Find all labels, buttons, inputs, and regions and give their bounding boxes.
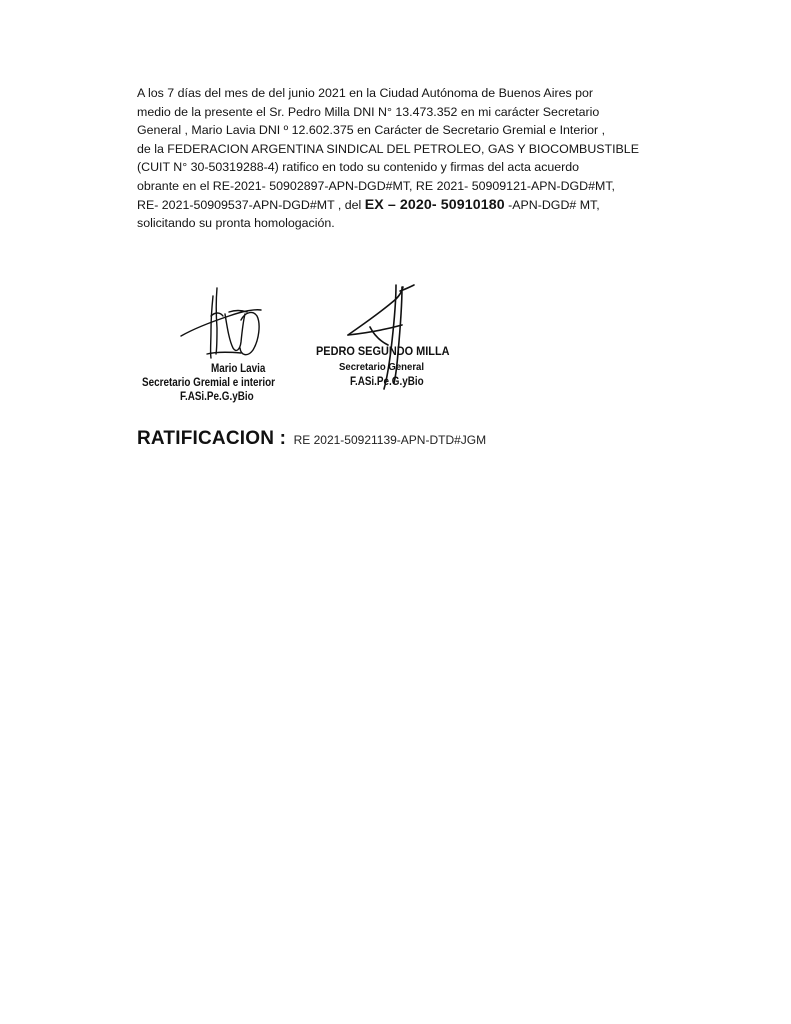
handwritten-signature-mario (137, 282, 317, 367)
ratification-paragraph (137, 84, 657, 233)
signer-name: PEDRO SEGUNDO MILLA (316, 346, 450, 358)
paragraph-line: (CUIT N° 30-50319288-4) ratifico en todo su contenido y firmas del acta acuerdo (137, 160, 580, 175)
signer-organization: F.ASi.Pe.G.yBio (180, 391, 254, 403)
expediente-number: EX – 2020- 50910180 (364, 196, 505, 213)
paragraph-text: -APN-DGD# MT, (504, 197, 600, 212)
signer-title: Secretario Gremial e interior (142, 377, 276, 389)
ratificacion-reference: RE 2021-50921139-APN-DTD#JGM (293, 433, 487, 447)
signature-block-mario (137, 282, 317, 412)
paragraph-line: solicitando su pronta homologación. (137, 216, 335, 231)
paragraph-line: medio de la presente el Sr. Pedro Milla DNI N° 13.473.352 en mi carácter Secretario (137, 104, 600, 119)
signer-name: Mario Lavia (211, 363, 266, 375)
paragraph-line: General , Mario Lavia DNI º 12.602.375 en Carácter de Secretario Gremial e Interior , (137, 123, 606, 138)
paragraph-line: A los 7 días del mes de del junio 2021 en la Ciudad Autónoma de Buenos Aires por (137, 86, 594, 100)
signer-title: Secretario General (339, 362, 425, 373)
paragraph-line (137, 196, 657, 215)
signature-block-pedro (310, 283, 480, 403)
paragraph-line: obrante en el RE-2021- 50902897-APN-DGD#MT, RE 2021- 50909121-APN-DGD#MT, (137, 178, 615, 193)
ratificacion-line (137, 428, 486, 450)
signer-organization: F.ASi.Pe.G.yBio (350, 376, 424, 388)
paragraph-line: de la FEDERACION ARGENTINA SINDICAL DEL PETROLEO, GAS Y BIOCOMBUSTIBLE (137, 141, 639, 156)
ratificacion-label: RATIFICACION : (137, 428, 287, 449)
paragraph-text: RE- 2021-50909537-APN-DGD#MT , del (137, 197, 365, 212)
